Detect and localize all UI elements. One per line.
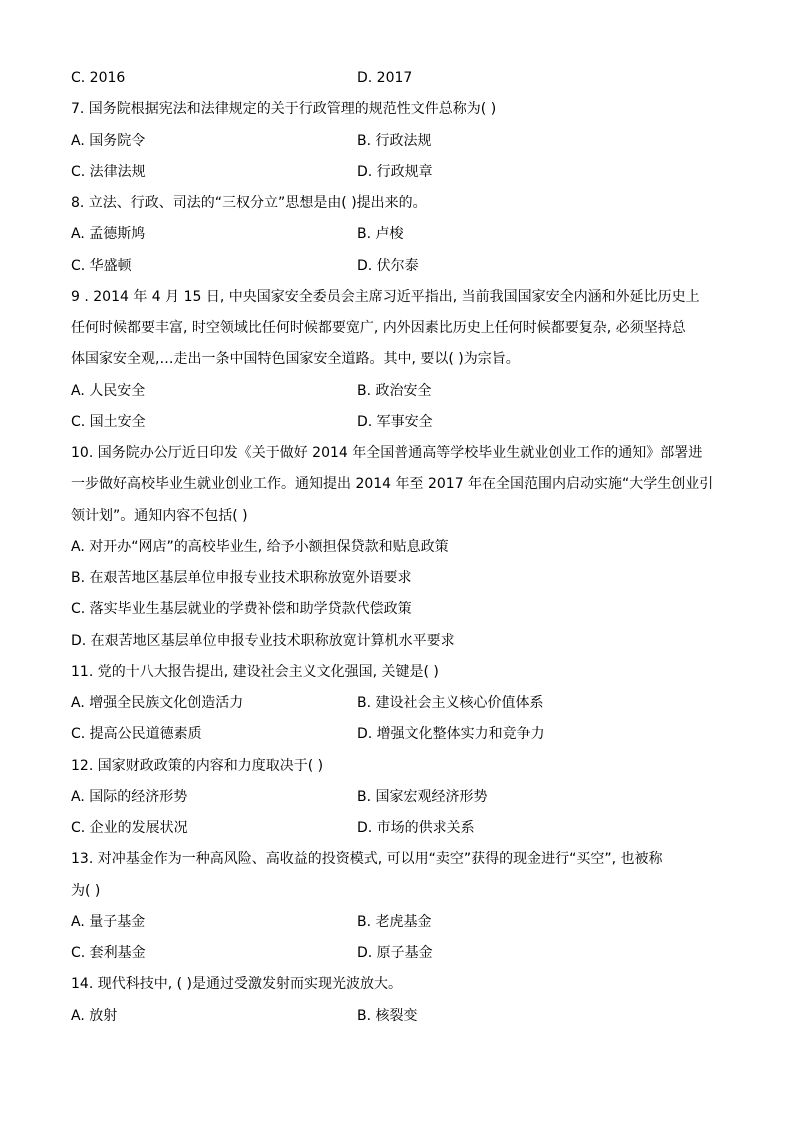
answer-option: C. 提高公民道德素质 xyxy=(71,726,202,742)
answer-option: A. 国务院令 xyxy=(71,133,146,149)
answer-option: D. 市场的供求关系 xyxy=(357,820,475,836)
answer-option: A. 量子基金 xyxy=(71,914,146,930)
answer-option: D. 行政规章 xyxy=(357,164,433,180)
answer-option: B. 政治安全 xyxy=(357,383,432,399)
question-text: C. 落实毕业生基层就业的学费补偿和助学贷款代偿政策 xyxy=(71,601,412,617)
answer-option: C. 2016 xyxy=(71,70,126,86)
answer-option: B. 国家宏观经济形势 xyxy=(357,789,488,805)
question-text: A. 对开办“网店”的高校毕业生, 给予小额担保贷款和贴息政策 xyxy=(71,539,449,555)
question-text: D. 在艰苦地区基层单位申报专业技术职称放宽计算机水平要求 xyxy=(71,633,455,649)
question-text: 领计划”。通知内容不包括( ) xyxy=(71,508,248,524)
answer-option: C. 国土安全 xyxy=(71,414,146,430)
answer-option: A. 国际的经济形势 xyxy=(71,789,188,805)
question-text: B. 在艰苦地区基层单位申报专业技术职称放宽外语要求 xyxy=(71,570,412,586)
answer-option: A. 放射 xyxy=(71,1008,118,1024)
question-text: 一步做好高校毕业生就业创业工作。通知提出 2014 年至 2017 年在全国范围内启动实施“大学生创业引 xyxy=(71,476,714,492)
answer-option: B. 核裂变 xyxy=(357,1008,418,1024)
answer-option: D. 原子基金 xyxy=(357,945,433,961)
question-text: 9 . 2014 年 4 月 15 日, 中央国家安全委员会主席习近平指出, 当前我国国家安全内涵和外延比历史上 xyxy=(71,289,700,305)
answer-option: A. 孟德斯鸠 xyxy=(71,226,146,242)
answer-option: D. 军事安全 xyxy=(357,414,433,430)
answer-option: C. 套利基金 xyxy=(71,945,146,961)
question-text: 14. 现代科技中, ( )是通过受激发射而实现光波放大。 xyxy=(71,976,402,992)
question-text: 8. 立法、行政、司法的“三权分立”思想是由( )提出来的。 xyxy=(71,195,427,211)
answer-option: B. 建设社会主义核心价值体系 xyxy=(357,695,544,711)
answer-option: A. 人民安全 xyxy=(71,383,146,399)
answer-option: B. 行政法规 xyxy=(357,133,432,149)
answer-option: D. 增强文化整体实力和竞争力 xyxy=(357,726,545,742)
answer-option: B. 老虎基金 xyxy=(357,914,432,930)
answer-option: C. 企业的发展状况 xyxy=(71,820,188,836)
question-text: 体国家安全观,…走出一条中国特色国家安全道路。其中, 要以( )为宗旨。 xyxy=(71,351,520,367)
answer-option: D. 2017 xyxy=(357,70,413,86)
question-text: 13. 对冲基金作为一种高风险、高收益的投资模式, 可以用“卖空”获得的现金进行“买空”, 也被称 xyxy=(71,851,663,867)
question-text: 7. 国务院根据宪法和法律规定的关于行政管理的规范性文件总称为( ) xyxy=(71,101,497,117)
question-text: 12. 国家财政政策的内容和力度取决于( ) xyxy=(71,758,324,774)
question-text: 为( ) xyxy=(71,883,101,899)
question-text: 11. 党的十八大报告提出, 建设社会主义文化强国, 关键是( ) xyxy=(71,664,439,680)
answer-option: A. 增强全民族文化创造活力 xyxy=(71,695,244,711)
answer-option: C. 法律法规 xyxy=(71,164,146,180)
answer-option: B. 卢梭 xyxy=(357,226,404,242)
answer-option: D. 伏尔泰 xyxy=(357,258,419,274)
question-text: 任何时候都要丰富, 时空领域比任何时候都要宽广, 内外因素比历史上任何时候都要复杂, 必须坚持总 xyxy=(71,320,686,336)
answer-option: C. 华盛顿 xyxy=(71,258,132,274)
question-text: 10. 国务院办公厅近日印发《关于做好 2014 年全国普通高等学校毕业生就业创业工作的通知》部署进 xyxy=(71,445,703,461)
